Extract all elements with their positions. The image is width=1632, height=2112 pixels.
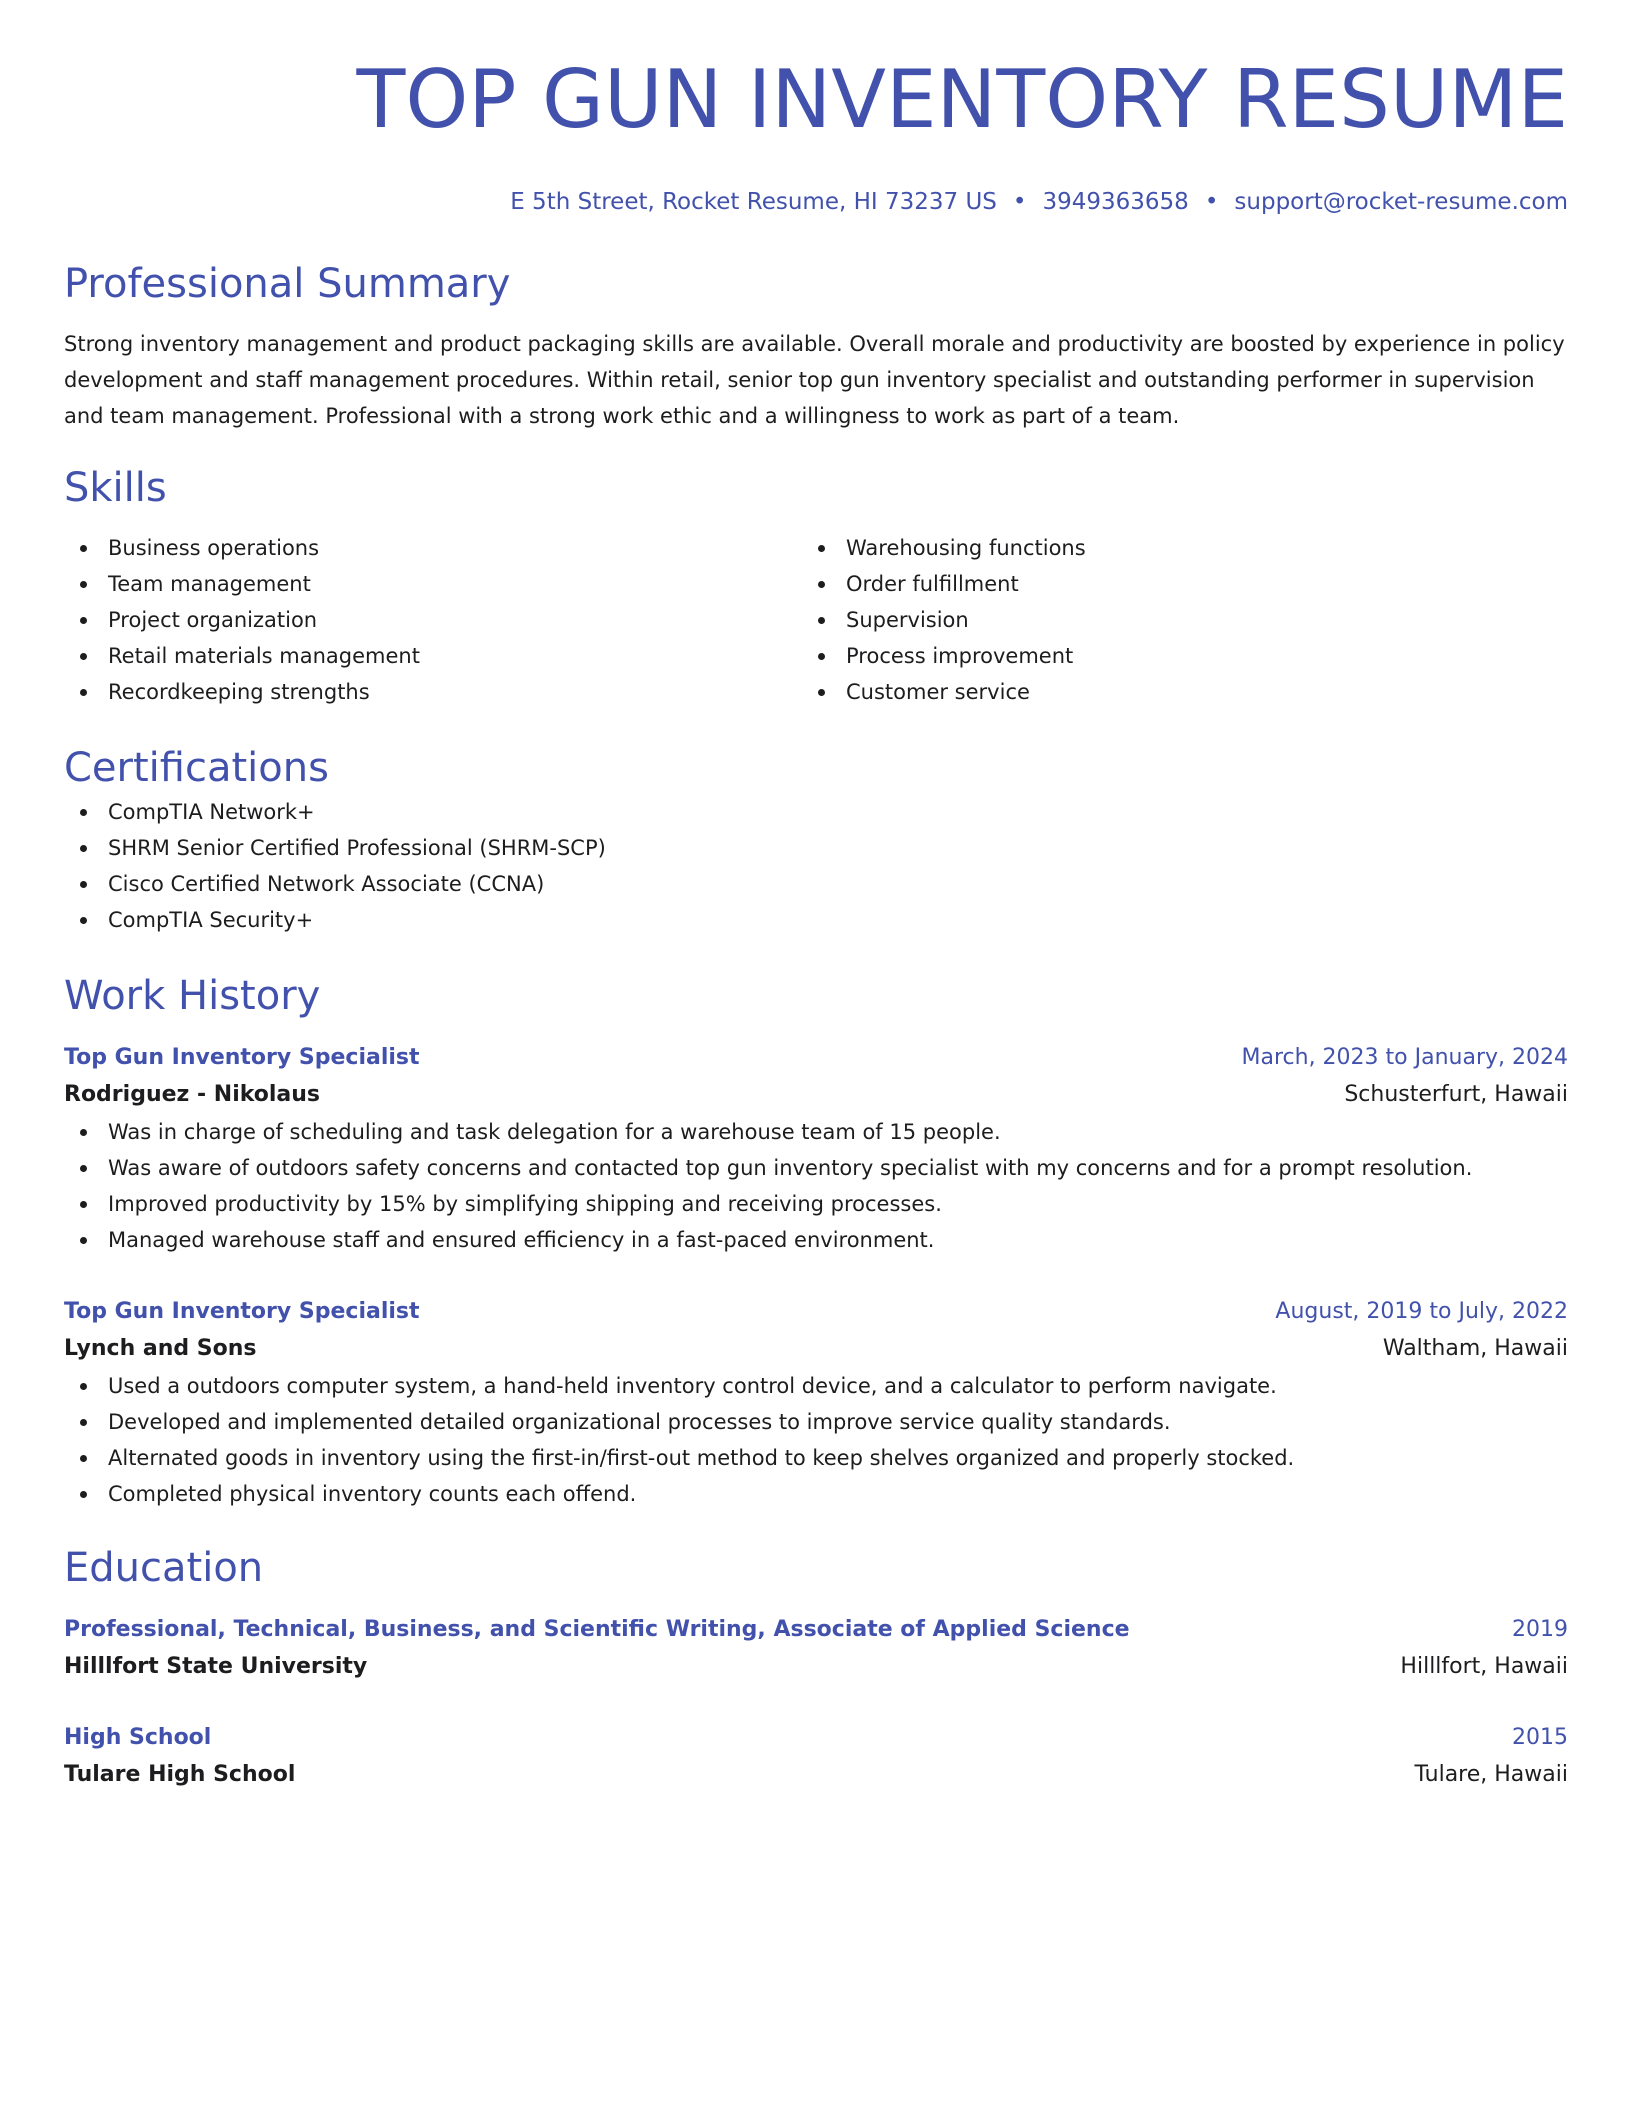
job-duty: Managed warehouse staff and ensured efficiency in a fast-paced environment. (64, 1222, 1568, 1258)
job-dates: March, 2023 to January, 2024 (1241, 1045, 1568, 1070)
skills-list-right (802, 530, 1540, 710)
certification-item: CompTIA Network+ (64, 794, 1568, 830)
job-duty: Used a outdoors computer system, a hand-held inventory control device, and a calculator to perform navigate. (64, 1368, 1568, 1404)
skills-column-left (64, 530, 802, 710)
education-location: Tulare, Hawaii (1414, 1762, 1568, 1787)
skills-grid (64, 530, 1568, 710)
education-degree: Professional, Technical, Business, and Scientific Writing, Associate of Applied Science (64, 1617, 1130, 1642)
job-location: Schusterfurt, Hawaii (1344, 1082, 1568, 1107)
certification-item: CompTIA Security+ (64, 902, 1568, 938)
skill-item: Recordkeeping strengths (64, 674, 802, 710)
job-entry (64, 1294, 1568, 1512)
skill-item: Customer service (802, 674, 1540, 710)
job-company: Rodriguez - Nikolaus (64, 1082, 321, 1107)
certifications-heading: Certifications (64, 745, 329, 791)
certification-item: Cisco Certified Network Associate (CCNA) (64, 866, 1568, 902)
work-history-heading: Work History (64, 973, 321, 1019)
certification-item: SHRM Senior Certified Professional (SHRM-SCP) (64, 830, 1568, 866)
education-location: Hilllfort, Hawaii (1400, 1654, 1568, 1679)
job-duties-list (64, 1114, 1568, 1258)
education-year: 2019 (1512, 1617, 1568, 1642)
summary-text: Strong inventory management and product packaging skills are available. Overall morale and productivity are boosted by experience in policy development and staff management procedures. Within retail, senior top gun inventory specialist and outstanding performer in supervision and team management. Professional with a strong work ethic and a willingness to work as part of a team. (64, 332, 1565, 428)
summary-heading: Professional Summary (64, 261, 511, 307)
job-duty: Alternated goods in inventory using the first-in/first-out method to keep shelves organized and properly stocked. (64, 1440, 1568, 1476)
resume-title: TOP GUN INVENTORY RESUME (356, 53, 1568, 146)
job-company-row (64, 1330, 1568, 1368)
skill-item: Project organization (64, 602, 802, 638)
education-header-row (64, 1720, 1568, 1756)
job-duties-list (64, 1368, 1568, 1512)
education-school-row (64, 1756, 1568, 1794)
skill-item: Warehousing functions (802, 530, 1540, 566)
job-header-row (64, 1294, 1568, 1330)
job-dates: August, 2019 to July, 2022 (1275, 1299, 1568, 1324)
job-location: Waltham, Hawaii (1382, 1336, 1568, 1361)
education-school-row (64, 1648, 1568, 1686)
education-school: Tulare High School (64, 1762, 296, 1787)
job-header-row (64, 1040, 1568, 1076)
job-duty: Was aware of outdoors safety concerns and contacted top gun inventory specialist with my concerns and for a prompt resolution. (64, 1150, 1568, 1186)
job-company: Lynch and Sons (64, 1336, 257, 1361)
job-entry (64, 1040, 1568, 1258)
education-year: 2015 (1512, 1725, 1568, 1750)
education-school: Hilllfort State University (64, 1654, 368, 1679)
education-entry (64, 1720, 1568, 1794)
job-duty: Developed and implemented detailed organizational processes to improve service quality standards. (64, 1404, 1568, 1440)
education-degree: High School (64, 1725, 212, 1750)
job-duty: Was in charge of scheduling and task delegation for a warehouse team of 15 people. (64, 1114, 1568, 1150)
job-title: Top Gun Inventory Specialist (64, 1045, 420, 1070)
skills-column-right (802, 530, 1540, 710)
contact-separator: • (1204, 189, 1219, 215)
skill-item: Team management (64, 566, 802, 602)
education-heading: Education (64, 1545, 264, 1591)
skill-item: Retail materials management (64, 638, 802, 674)
contact-line (64, 186, 1568, 218)
certifications-list (64, 794, 1568, 938)
job-duty: Completed physical inventory counts each offend. (64, 1476, 1568, 1512)
contact-email: support@rocket-resume.com (1234, 189, 1568, 215)
contact-phone: 3949363658 (1042, 189, 1189, 215)
skill-item: Order fulfillment (802, 566, 1540, 602)
job-title: Top Gun Inventory Specialist (64, 1299, 420, 1324)
job-company-row (64, 1076, 1568, 1114)
skill-item: Process improvement (802, 638, 1540, 674)
skills-heading: Skills (64, 465, 167, 511)
education-entry (64, 1612, 1568, 1686)
contact-address: E 5th Street, Rocket Resume, HI 73237 US (510, 189, 997, 215)
education-header-row (64, 1612, 1568, 1648)
skill-item: Supervision (802, 602, 1540, 638)
contact-separator: • (1012, 189, 1027, 215)
job-duty: Improved productivity by 15% by simplifying shipping and receiving processes. (64, 1186, 1568, 1222)
skills-list-left (64, 530, 802, 710)
skill-item: Business operations (64, 530, 802, 566)
